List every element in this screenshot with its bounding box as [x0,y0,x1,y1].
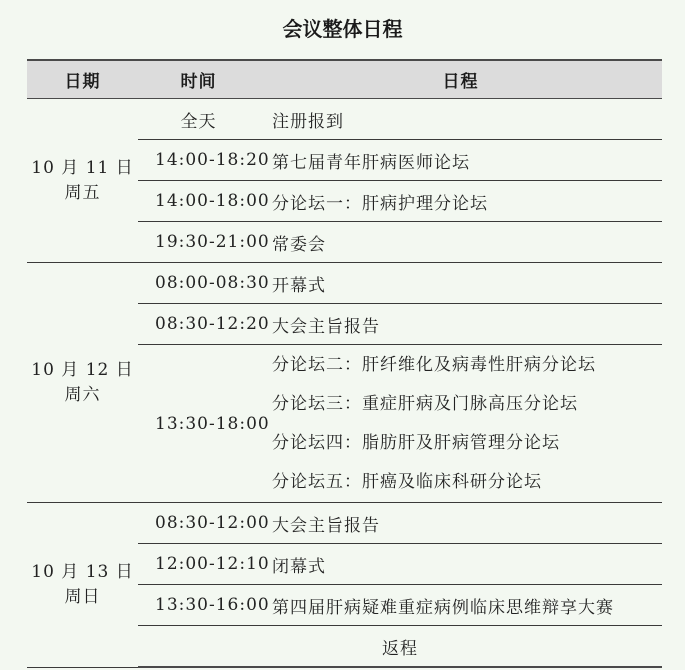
schedule-item: 分论坛五：肝癌及临床科研分论坛 [272,471,542,492]
time-cell: 19:30-21:00 [138,222,259,263]
schedule-item-group [259,345,662,503]
date-label: 10 月 11 日 [31,157,134,178]
schedule-item: 开幕式 [259,263,662,304]
table-header-row [27,60,662,99]
weekday-label: 周五 [64,182,101,203]
schedule-item: 常委会 [259,222,662,263]
table-row [27,503,662,544]
time-cell: 13:30-16:00 [138,585,259,626]
time-cell: 12:00-12:10 [138,544,259,585]
schedule-item: 大会主旨报告 [259,304,662,345]
table-row [27,263,662,304]
time-cell: 14:00-18:00 [138,181,259,222]
schedule-item: 分论坛四：脂肪肝及肝病管理分论坛 [272,432,560,453]
header-schedule: 日程 [259,60,662,99]
schedule-item: 大会主旨报告 [259,503,662,544]
schedule-item: 第四届肝病疑难重症病例临床思维辩享大赛 [259,585,662,626]
weekday-label: 周六 [64,384,101,405]
date-label: 10 月 13 日 [31,561,134,582]
schedule-item: 注册报到 [259,99,662,140]
schedule-item: 分论坛一：肝病护理分论坛 [259,181,662,222]
date-cell [27,503,138,668]
time-cell: 14:00-18:20 [138,140,259,181]
time-cell: 08:30-12:00 [138,503,259,544]
header-date: 日期 [27,60,138,99]
time-cell: 全天 [138,99,259,140]
table-row [27,99,662,140]
schedule-item: 闭幕式 [259,544,662,585]
schedule-item: 第七届青年肝病医师论坛 [259,140,662,181]
date-cell [27,99,138,263]
schedule-table [27,59,662,668]
page-title: 会议整体日程 [282,17,403,41]
time-cell: 08:00-08:30 [138,263,259,304]
closing-item: 返程 [138,626,662,668]
header-time: 时间 [138,60,259,99]
time-cell: 13:30-18:00 [138,345,259,503]
date-cell [27,263,138,503]
schedule-item: 分论坛二：肝纤维化及病毒性肝病分论坛 [272,354,596,375]
schedule-item: 分论坛三：重症肝病及门脉高压分论坛 [272,393,578,414]
weekday-label: 周日 [64,586,101,607]
time-cell: 08:30-12:20 [138,304,259,345]
date-label: 10 月 12 日 [31,359,134,380]
